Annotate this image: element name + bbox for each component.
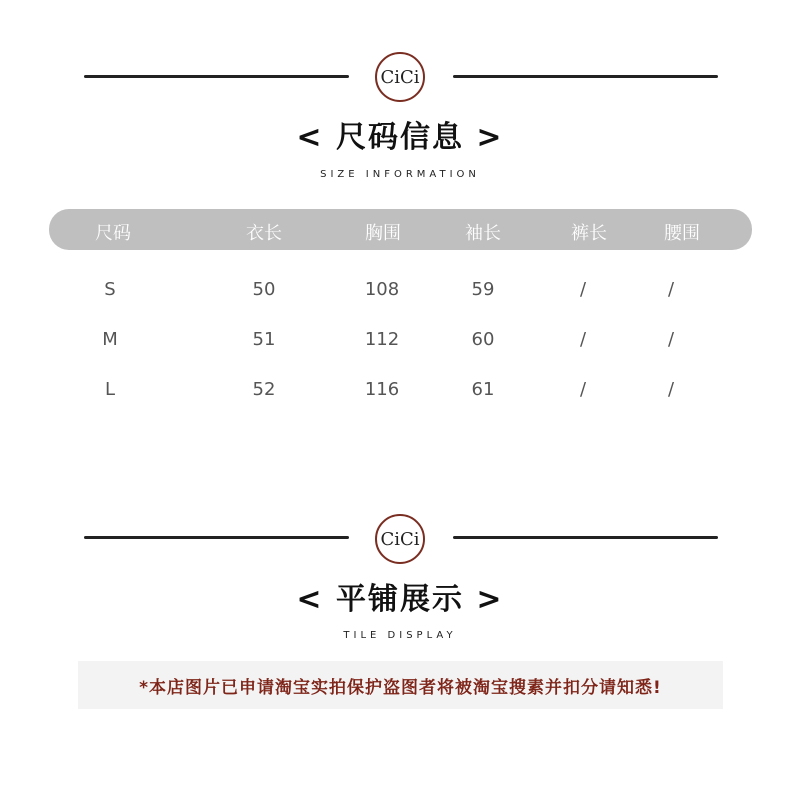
header-waist: 腰围 <box>664 223 700 244</box>
brand-logo-bottom <box>375 514 425 564</box>
brand-logo-top <box>375 52 425 102</box>
size-table-header <box>49 209 752 250</box>
table-cell: / <box>667 379 675 400</box>
table-cell: / <box>579 279 587 300</box>
divider-left-bottom <box>84 536 349 539</box>
table-cell: 112 <box>364 329 400 350</box>
notice-text: *本店图片已申请淘宝实拍保护盗图者将被淘宝搜素并扣分请知悉! <box>139 677 662 698</box>
header-sleeve: 袖长 <box>465 223 501 244</box>
table-cell: 116 <box>364 379 400 400</box>
table-cell: 61 <box>471 379 495 400</box>
table-cell: / <box>579 379 587 400</box>
divider-left-top <box>84 75 349 78</box>
table-cell: 51 <box>252 329 276 350</box>
logo-text: CiCi <box>380 528 420 550</box>
table-cell: L <box>104 379 116 400</box>
header-pants-length: 裤长 <box>571 223 607 244</box>
header-chest: 胸围 <box>365 223 401 244</box>
table-cell: / <box>667 329 675 350</box>
header-size: 尺码 <box>95 223 131 244</box>
logo-text: CiCi <box>380 66 420 88</box>
size-section-subtitle: SIZE INFORMATION <box>320 169 480 180</box>
table-cell: S <box>104 279 116 300</box>
table-cell: 50 <box>252 279 276 300</box>
divider-right-top <box>453 75 718 78</box>
table-cell: / <box>667 279 675 300</box>
table-cell: 52 <box>252 379 276 400</box>
header-length: 衣长 <box>246 223 282 244</box>
table-cell: 108 <box>364 279 400 300</box>
divider-right-bottom <box>453 536 718 539</box>
table-cell: / <box>579 329 587 350</box>
tile-section-subtitle: TILE DISPLAY <box>343 630 457 641</box>
table-cell: 59 <box>471 279 495 300</box>
table-cell: 60 <box>471 329 495 350</box>
copyright-notice <box>78 661 723 709</box>
tile-section-title: < 平铺展示 > <box>296 582 504 617</box>
size-section-title: < 尺码信息 > <box>296 120 504 155</box>
table-cell: M <box>102 329 118 350</box>
